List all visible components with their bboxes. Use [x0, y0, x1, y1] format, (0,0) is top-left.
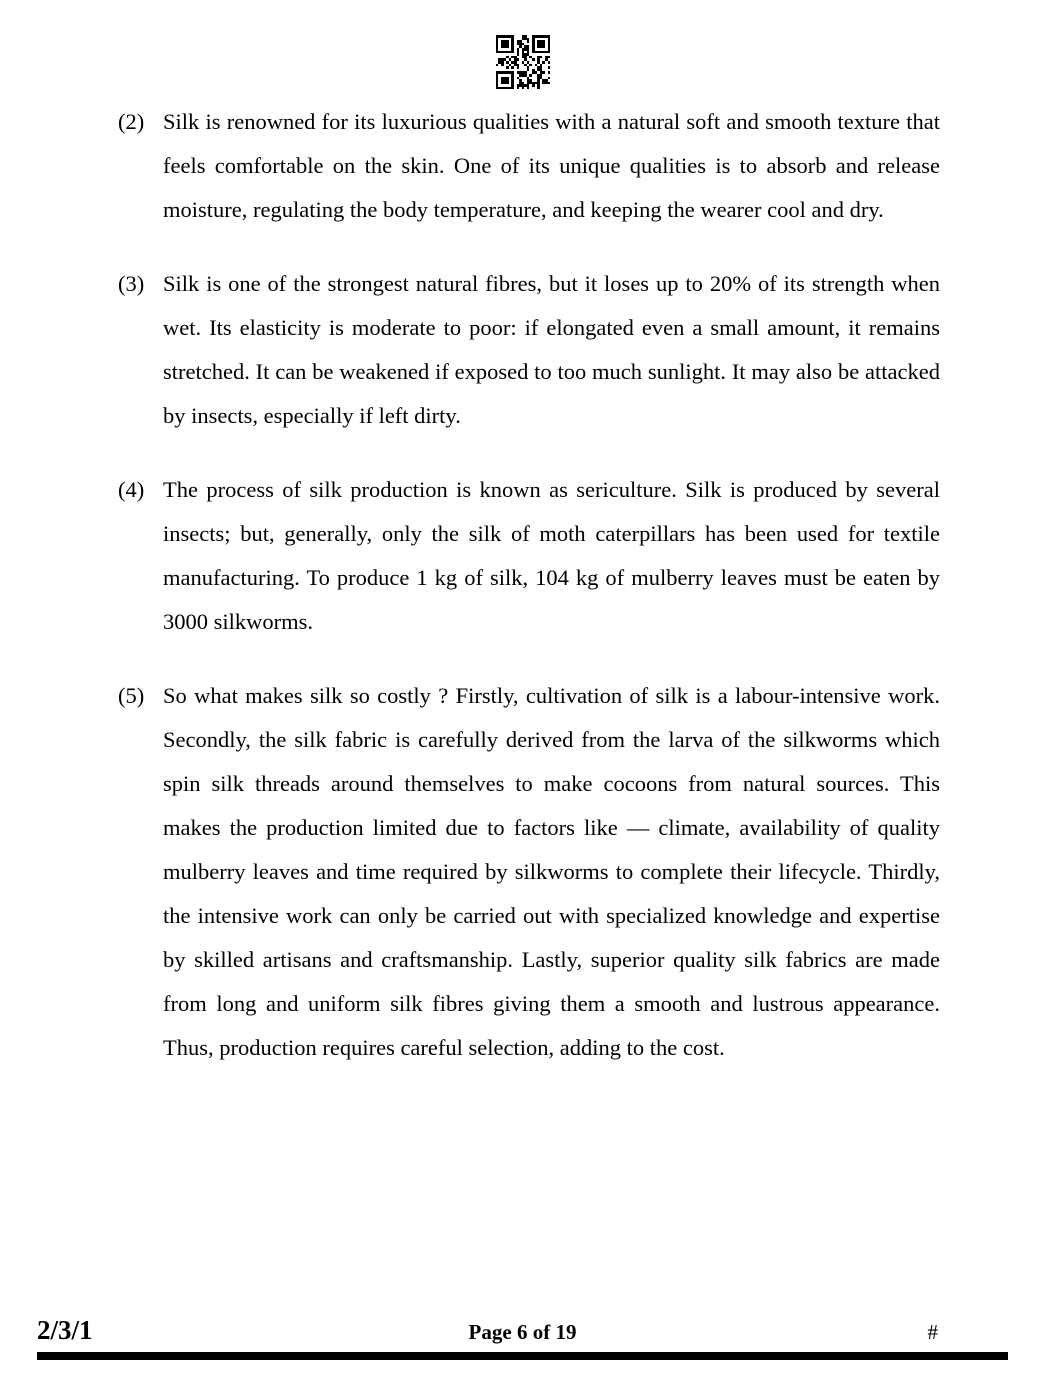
paragraph-3: [118, 262, 940, 438]
document-body: [118, 100, 940, 1070]
paper-code: 2/3/1: [37, 1315, 93, 1345]
paragraph-2: [118, 100, 940, 232]
paragraph-number: (5): [118, 683, 145, 708]
paragraph-4: [118, 468, 940, 644]
footer-row: [37, 1313, 1008, 1353]
paragraph-text: The process of silk production is known as sericulture. Silk is produced by several insects; but, generally, only the silk of moth caterpillars has been used for textile manufacturing. To produce 1 kg of silk, 104 kg of mulberry leaves must be eaten by 3000 silkworms.: [163, 477, 940, 634]
footer-divider: [37, 1352, 1008, 1360]
paragraph-number: (3): [118, 271, 145, 296]
paragraph-5: [118, 674, 940, 1070]
page-footer: [37, 1313, 1008, 1361]
paragraph-number: (2): [118, 109, 145, 134]
paragraph-number: (4): [118, 477, 145, 502]
page-number-label: Page 6 of 19: [468, 1320, 577, 1344]
qr-code-icon: [495, 34, 551, 90]
paragraph-text: Silk is one of the strongest natural fibres, but it loses up to 20% of its strength when wet. Its elasticity is moderate to poor: if elongated even a small amount, it remains stretched. It can be weakened if exposed to too much sunlight. It may also be attacked by insects, especially if left dirty.: [163, 271, 940, 428]
qr-code-container: [0, 34, 1046, 90]
end-marker: #: [927, 1320, 938, 1344]
paragraph-text: Silk is renowned for its luxurious qualities with a natural soft and smooth texture that feels comfortable on the skin. One of its unique qualities is to absorb and release moisture, regulating the body temperature, and keeping the wearer cool and dry.: [163, 109, 940, 222]
paragraph-text: So what makes silk so costly ? Firstly, cultivation of silk is a labour-intensive work. Secondly, the silk fabric is carefully derived from the larva of the silkworms which spin silk threads around themselves to make cocoons from natural sources. This makes the production limited due to factors like — climate, availability of quality mulberry leaves and time required by silkworms to complete their lifecycle. Thirdly, the intensive work can only be carried out with specialized knowledge and expertise by skilled artisans and craftsmanship. Lastly, superior quality silk fabrics are made from long and uniform silk fibres giving them a smooth and lustrous appearance. Thus, production requires careful selection, adding to the cost.: [163, 683, 940, 1060]
